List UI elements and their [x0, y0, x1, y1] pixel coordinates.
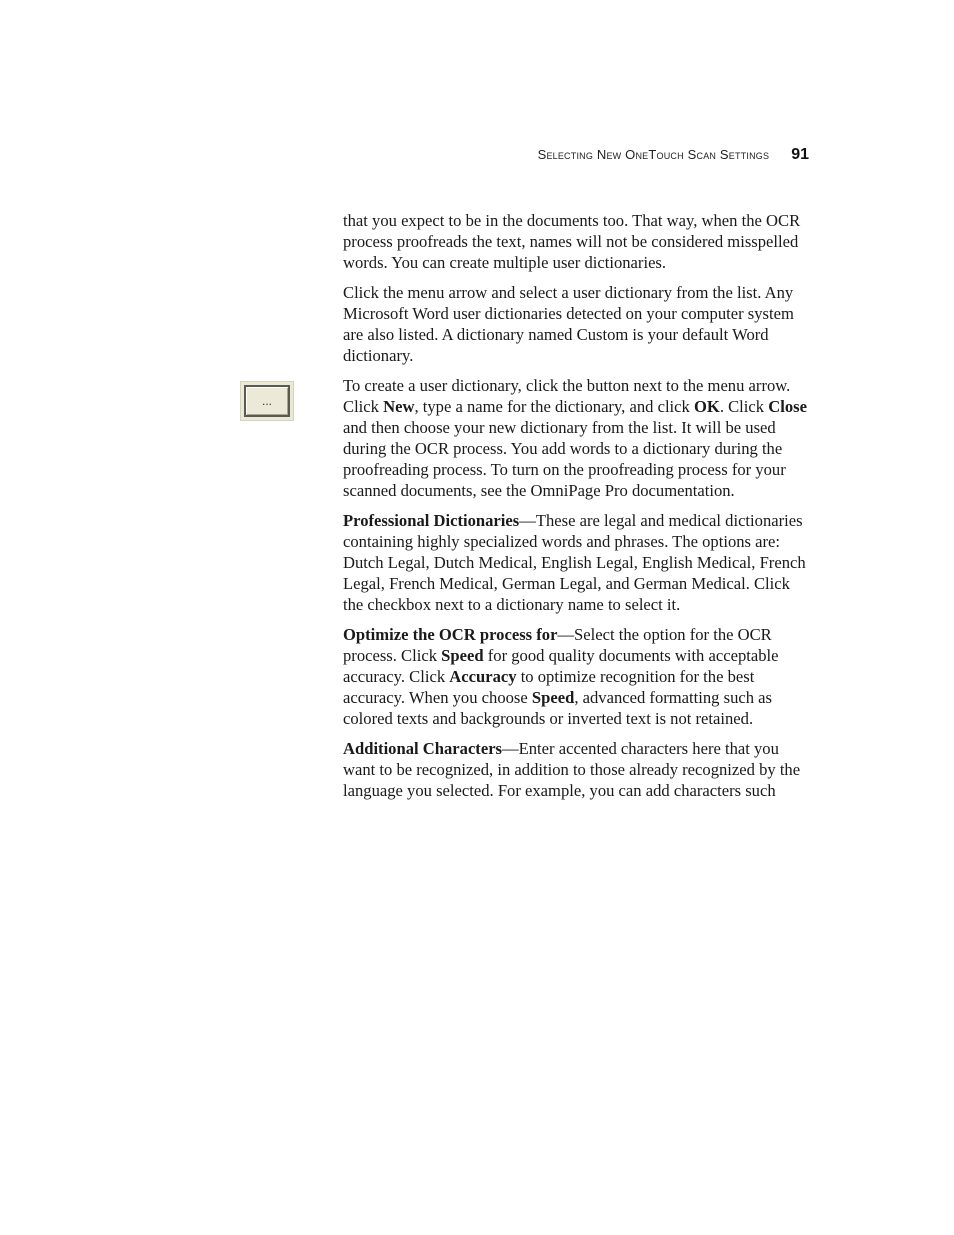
term-new: New: [383, 397, 415, 416]
term-additional-characters: Additional Characters: [343, 739, 503, 758]
paragraph-menu-arrow: Click the menu arrow and select a user dictionary from the list. Any Microsoft Word user dictionaries detected on your computer system are also listed. A dictionary named Custom is your default Word dictionary.: [343, 283, 794, 365]
term-speed-2: Speed: [531, 688, 575, 707]
paragraph-professional-dictionaries: Professional Dictionaries—These are legal and medical dictionaries containing highly specialized words and phrases. The options are: Dutch Legal, Dutch Medical, English Legal, English Medical, French Legal, French Medical, German Legal, and German Medical. Click the checkbox next to a dictionary name to select it.: [343, 511, 806, 614]
term-professional-dictionaries: Professional Dictionaries: [343, 511, 520, 530]
running-header: [440, 146, 809, 164]
paragraph-additional-characters: Additional Characters—Enter accented characters here that you want to be recognized, in addition to those already recognized by the language you selected. For example, you can add characters such: [343, 739, 801, 800]
paragraph-create-dictionary: To create a user dictionary, click the button next to the menu arrow. Click New, type a name for the dictionary, and click OK. Click Close and then choose your new dictionary from the list. It will be used during the OCR process. You add words to a dictionary during the proofreading process. To turn on the proofreading process for your scanned documents, see the OmniPage Pro documentation.: [343, 376, 807, 500]
ellipsis-button-face: ...: [244, 385, 290, 417]
term-close: Close: [768, 397, 807, 416]
page-number: 91: [791, 146, 809, 163]
paragraph-user-dictionaries-intro: that you expect to be in the documents too. That way, when the OCR process proofreads the text, names will not be considered misspelled words. You can create multiple user dictionaries.: [343, 211, 801, 272]
paragraph-optimize-ocr: Optimize the OCR process for—Select the option for the OCR process. Click Speed for good quality documents with acceptable accuracy. Click Accuracy to optimize recognition for the best accuracy. When you choose Speed, advanced formatting such as colored texts and backgrounds or inverted text is not retained.: [343, 625, 779, 728]
ellipsis-button-illustration: [240, 381, 294, 421]
term-accuracy: Accuracy: [449, 667, 517, 686]
term-ok: OK: [693, 397, 720, 416]
term-optimize-ocr: Optimize the OCR process for: [343, 625, 558, 644]
section-title: Selecting New OneTouch Scan Settings: [537, 147, 770, 162]
body-text: [343, 210, 811, 810]
term-speed: Speed: [441, 646, 484, 665]
